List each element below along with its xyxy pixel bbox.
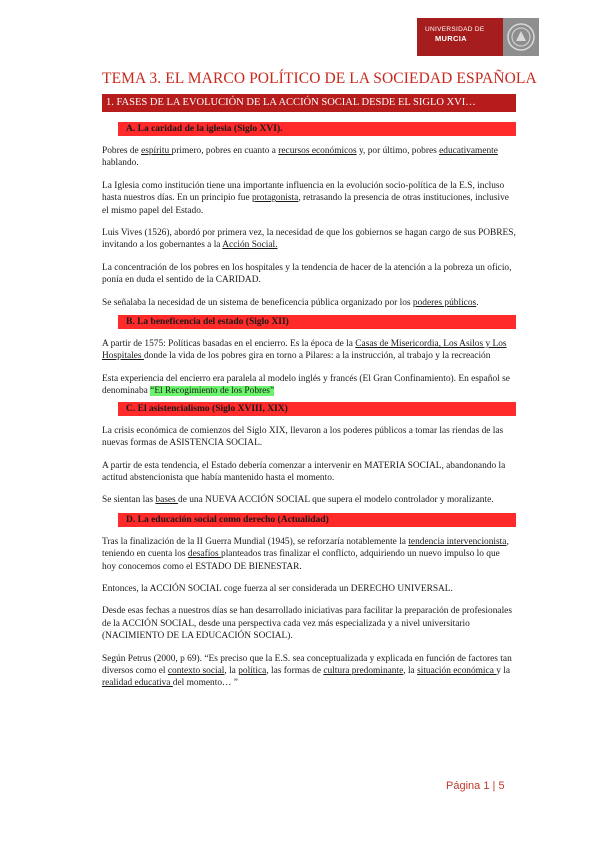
highlighted-text: “El Recogimiento de los Pobres” xyxy=(150,386,275,397)
paragraph: Tras la finalización de la II Guerra Mundial (1945), se reforzaría notablemente la tendencia intervencionista, teniendo en cuenta los desafíos planteados tras finalizar el conflicto, adquiriendo un nuevo impulso lo que hoy conocemos como el ESTADO DE BIENESTAR. xyxy=(102,536,509,572)
paragraph: Pobres de espíritu primero, pobres en cuanto a recursos económicos y, por último, pobres educativamente hablando. xyxy=(102,146,498,169)
page-label: Página xyxy=(446,780,481,792)
paragraph: La concentración de los pobres en los hospitales y la tendencia de hacer de la atención a la pobreza un oficio, ponía en duda el sentido de la CARIDAD. xyxy=(102,262,512,286)
paragraph: La Iglesia como institución tiene una importante influencia en la evolución socio-política de la E.S, incluso hasta nuestros días. En un principio fue protagonista, retrasando la presencia de otras instituciones, inclusive el mismo papel del Estado. xyxy=(102,180,509,216)
paragraph: A partir de esta tendencia, el Estado debería comenzar a intervenir en MATERIA SOCIAL, abandonando la actitud abstencionista que había mantenido hasta el momento. xyxy=(102,460,506,483)
university-logo xyxy=(417,18,539,56)
subsection-heading-a: A. La caridad de la iglesia (Siglo XVI). xyxy=(118,122,516,136)
paragraph: Según Petrus (2000, p 69). “Es preciso que la E.S. sea conceptualizada y explicada en función de factores tan diversos como el contexto social, la política, las formas de cultura predominante, la situación económica y la realidad educativa del momento… ” xyxy=(102,653,512,689)
subsection-heading-b: B. La beneficencia del estado (Siglo XII) xyxy=(118,315,516,329)
page-title: TEMA 3. EL MARCO POLÍTICO DE LA SOCIEDAD ESPAÑOLA xyxy=(102,70,537,87)
page-content xyxy=(102,70,537,690)
paragraph: Desde esas fechas a nuestros días se han desarrollado iniciativas para facilitar la preparación de profesionales de la ACCIÓN SOCIAL, desde una perspectiva cada vez más especializada y a nivel universitario (NACIMIENTO DE LA EDUCACIÓN SOCIAL). xyxy=(102,606,512,642)
paragraph: Esta experiencia del encierro era paralela al modelo inglés y francés (El Gran Confinamiento). En español se denominaba “El Recogimiento de los Pobres” xyxy=(102,373,510,397)
paragraph: Entonces, la ACCIÓN SOCIAL coge fuerza al ser considerada un DERECHO UNIVERSAL. xyxy=(102,583,453,594)
paragraph: Se sientan las bases de una NUEVA ACCIÓN SOCIAL que supera el modelo controlador y moralizante. xyxy=(102,495,494,506)
page-separator: | xyxy=(492,780,496,792)
section-heading: 1. FASES DE LA EVOLUCIÓN DE LA ACCIÓN SOCIAL DESDE EL SIGLO XVI… xyxy=(102,94,516,112)
paragraph: Luis Vives (1526), abordó por primera vez, la necesidad de que los gobiernos se hagan cargo de sus POBRES, invitando a los gobernantes a la Acción Social. xyxy=(102,228,516,251)
paragraph: La crisis económica de comienzos del Siglo XIX, llevaron a los poderes públicos a tomar las riendas de las nuevas formas de ASISTENCIA SOCIAL. xyxy=(102,425,504,449)
university-seal-icon xyxy=(503,18,539,56)
subsection-heading-d: D. La educación social como derecho (Actualidad) xyxy=(118,513,516,527)
paragraph: Se señalaba la necesidad de un sistema de beneficencia pública organizado por los poderes públicos. xyxy=(102,297,479,308)
total-pages: 5 xyxy=(498,780,505,792)
subsection-heading-c: C. El asistencialismo (Siglo XVIII, XIX) xyxy=(118,402,516,416)
logo-text xyxy=(417,18,503,56)
logo-line2: MURCIA xyxy=(435,34,467,43)
page-footer xyxy=(446,780,505,792)
page-number: 1 xyxy=(483,780,490,792)
logo-line1: UNIVERSIDAD DE xyxy=(425,26,485,33)
paragraph: A partir de 1575: Políticas basadas en el encierro. Es la época de la Casas de Misericordia, Los Asilos y Los Hospitales donde la vida de los pobres gira en torno a Pilares: a la instrucción, al trabajo y la recreación xyxy=(102,339,507,362)
